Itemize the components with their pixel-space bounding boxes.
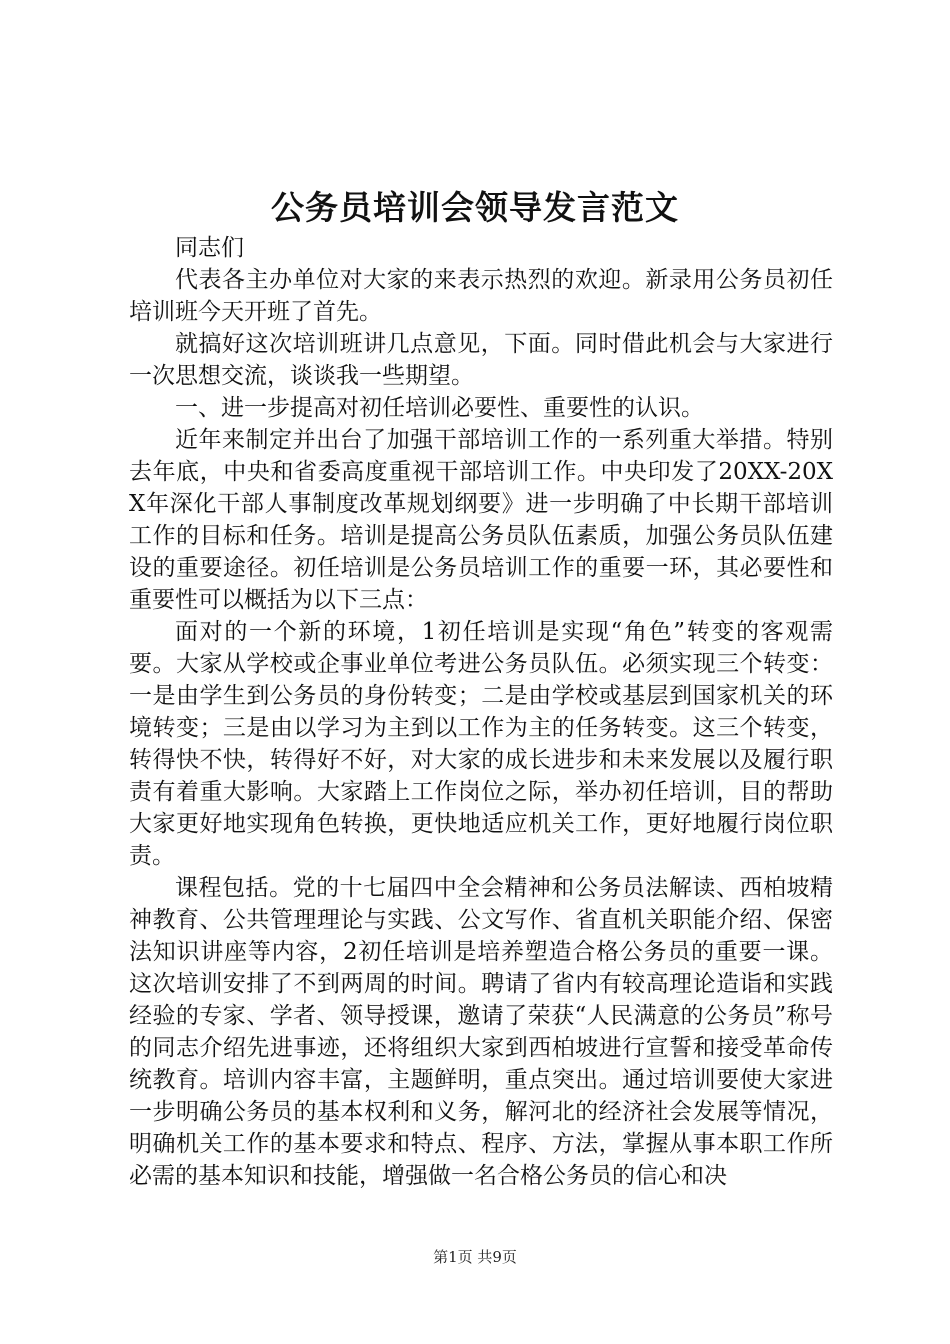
paragraph-background: 近年来制定并出台了加强干部培训工作的一系列重大举措。特别去年底，中央和省委高度重视干部培训工作。中央印发了20XX-20XX年深化干部人事制度改革规划纲要》进一步明确了中长期干部培训工作的目标和任务。培训是提高公务员队伍素质，加强公务员队伍建设的重要途径。初任培训是公务员培训工作的重要一环，其必要性和重要性可以概括为以下三点： [129, 427, 833, 613]
document-title: 公务员培训会领导发言范文 [271, 188, 679, 227]
document-body [129, 232, 833, 1192]
section-heading-1: 一、进一步提高对初任培训必要性、重要性的认识。 [175, 395, 704, 421]
paragraph-point-1: 面对的一个新的环境，1初任培训是实现“角色”转变的客观需要。大家从学校或企事业单位考进公务员队伍。必须实现三个转变：一是由学生到公务员的身份转变；二是由学校或基层到国家机关的环境转变；三是由以学习为主到以工作为主的任务转变。这三个转变，转得快不快，转得好不好，对大家的成长进步和未来发展以及履行职责有着重大影响。大家踏上工作岗位之际，举办初任培训，目的帮助大家更好地实现角色转换，更快地适应机关工作，更好地履行岗位职责。 [129, 619, 833, 869]
paragraph-welcome: 代表各主办单位对大家的来表示热烈的欢迎。新录用公务员初任培训班今天开班了首先。 [129, 267, 833, 325]
salutation: 同志们 [175, 235, 244, 261]
paragraph-point-2: 课程包括。党的十七届四中全会精神和公务员法解读、西柏坡精神教育、公共管理理论与实践、公文写作、省直机关职能介绍、保密法知识讲座等内容，2初任培训是培养塑造合格公务员的重要一课。这次培训安排了不到两周的时间。聘请了省内有较高理论造诣和实践经验的专家、学者、领导授课，邀请了荣获“人民满意的公务员”称号的同志介绍先进事迹，还将组织大家到西柏坡进行宣誓和接受革命传统教育。培训内容丰富，主题鲜明，重点突出。通过培训要使大家进一步明确公务员的基本权利和义务，解河北的经济社会发展等情况，明确机关工作的基本要求和特点、程序、方法，掌握从事本职工作所必需的基本知识和技能，增强做一名合格公务员的信心和决 [129, 875, 833, 1189]
page-footer: 第1页 共9页 [433, 1248, 517, 1266]
paragraph-intro: 就搞好这次培训班讲几点意见，下面。同时借此机会与大家进行一次思想交流，谈谈我一些期望。 [129, 331, 833, 389]
